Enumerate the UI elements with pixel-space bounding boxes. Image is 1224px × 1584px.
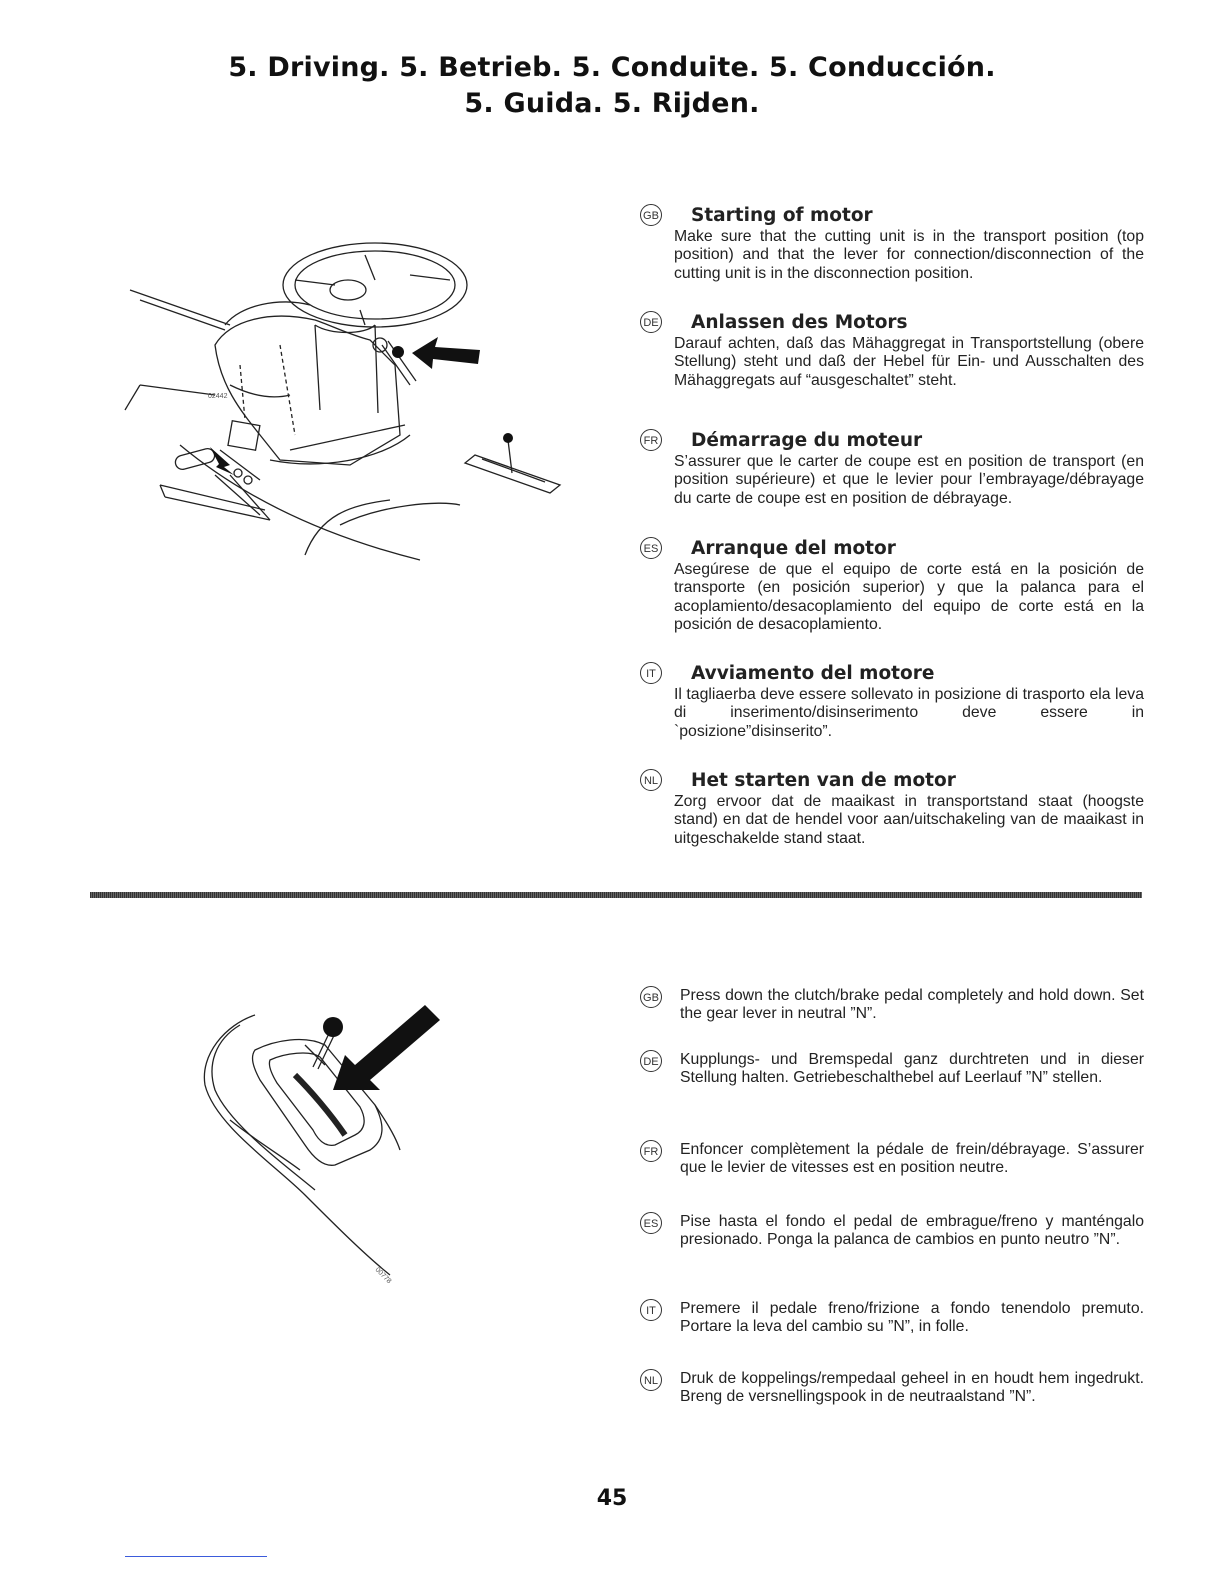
neutral-text-es: Pise hasta el fondo el pedal de embrague/freno y manténgalo presionado. Ponga la palanca de cambios en punto neutro ”N”. bbox=[680, 1213, 1144, 1249]
heading-es: Arranque del motor bbox=[691, 538, 896, 559]
heading-nl: Het starten van de motor bbox=[691, 770, 956, 791]
neutral-text-it: Premere il pedale freno/frizione a fondo tenendolo premuto. Portare la leva del cambio su ”N”, in folle. bbox=[680, 1300, 1144, 1336]
section-neutral-gb bbox=[640, 985, 1144, 1024]
text-fr: S’assurer que le carter de coupe est en position de transport (en position supérieure) et que le levier pour l’embrayage/débrayage du carte de coupe est en position de débrayage. bbox=[674, 453, 1144, 507]
es-flag-icon: ES bbox=[640, 1212, 662, 1234]
figure-gear-lever bbox=[185, 995, 455, 1285]
page-title-line2: 5. Guida. 5. Rijden. bbox=[464, 88, 760, 119]
footer-link-underline bbox=[125, 1556, 267, 1557]
de-flag-icon: DE bbox=[640, 311, 662, 333]
page-number: 45 bbox=[596, 1486, 628, 1511]
section-starting-motor-fr bbox=[640, 429, 1144, 508]
text-nl: Zorg ervoor dat de maaikast in transportstand staat (hoogste stand) en dat de hendel voor aan/uitschakeling van de maaikast in uitgeschakelde stand staat. bbox=[674, 793, 1144, 847]
heading-it: Avviamento del motore bbox=[691, 663, 935, 684]
fr-flag-icon: FR bbox=[640, 429, 662, 451]
de-flag-icon: DE bbox=[640, 1050, 662, 1072]
neutral-text-gb: Press down the clutch/brake pedal completely and hold down. Set the gear lever in neutral ”N”. bbox=[680, 987, 1144, 1023]
section-starting-motor-it bbox=[640, 662, 1144, 741]
neutral-text-de: Kupplungs- und Bremspedal ganz durchtreten und in dieser Stellung halten. Getriebeschalthebel auf Leerlauf ”N” stellen. bbox=[680, 1051, 1144, 1087]
nl-flag-icon: NL bbox=[640, 769, 662, 791]
it-flag-icon: IT bbox=[640, 1299, 662, 1321]
section-neutral-es bbox=[640, 1211, 1144, 1250]
gb-flag-icon: GB bbox=[640, 986, 662, 1008]
heading-gb: Starting of motor bbox=[691, 205, 873, 226]
it-flag-icon: IT bbox=[640, 662, 662, 684]
text-es: Asegúrese de que el equipo de corte está en la posición de transporte (en posición superior) y que la palanca para el acoplamiento/desacoplamiento del equipo de corte está en la posición de desacoplamiento. bbox=[674, 561, 1144, 633]
es-flag-icon: ES bbox=[640, 537, 662, 559]
nl-flag-icon: NL bbox=[640, 1369, 662, 1391]
section-starting-motor-es bbox=[640, 537, 1144, 634]
text-gb: Make sure that the cutting unit is in the transport position (top position) and that the lever for connection/disconnection of the cutting unit is in the disconnection position. bbox=[674, 228, 1144, 282]
heading-de: Anlassen des Motors bbox=[691, 312, 908, 333]
section-neutral-it bbox=[640, 1298, 1144, 1337]
section-neutral-nl bbox=[640, 1368, 1144, 1407]
figure2-code: 00778 bbox=[373, 1266, 393, 1285]
section-neutral-de bbox=[640, 1049, 1144, 1088]
gb-flag-icon: GB bbox=[640, 204, 662, 226]
section-divider bbox=[90, 892, 1142, 898]
neutral-text-fr: Enfoncer complètement la pédale de frein/débrayage. S’assurer que le levier de vitesses est en position neutre. bbox=[680, 1141, 1144, 1177]
neutral-text-nl: Druk de koppelings/rempedaal geheel in en houdt hem ingedrukt. Breng de versnellingspook in de neutraalstand ”N”. bbox=[680, 1370, 1144, 1406]
section-neutral-fr bbox=[640, 1139, 1144, 1178]
fr-flag-icon: FR bbox=[640, 1140, 662, 1162]
figure1-code: 02442 bbox=[208, 393, 228, 400]
figure-steering-lever bbox=[120, 235, 570, 580]
section-starting-motor-de bbox=[640, 311, 1144, 390]
section-starting-motor-gb bbox=[640, 204, 1144, 283]
section-starting-motor-nl bbox=[640, 769, 1144, 848]
text-it: Il tagliaerba deve essere sollevato in posizione di trasporto ela leva di inserimento/disinserimento deve essere in `posizione”disinserito”. bbox=[674, 686, 1144, 740]
page-title-line1: 5. Driving. 5. Betrieb. 5. Conduite. 5. Conducción. bbox=[228, 52, 996, 83]
text-de: Darauf achten, daß das Mähaggregat in Transportstellung (obere Stellung) steht und daß der Hebel für Ein- und Ausschalten des Mähaggregats auf “ausgeschaltet” steht. bbox=[674, 335, 1144, 389]
heading-fr: Démarrage du moteur bbox=[691, 430, 923, 451]
